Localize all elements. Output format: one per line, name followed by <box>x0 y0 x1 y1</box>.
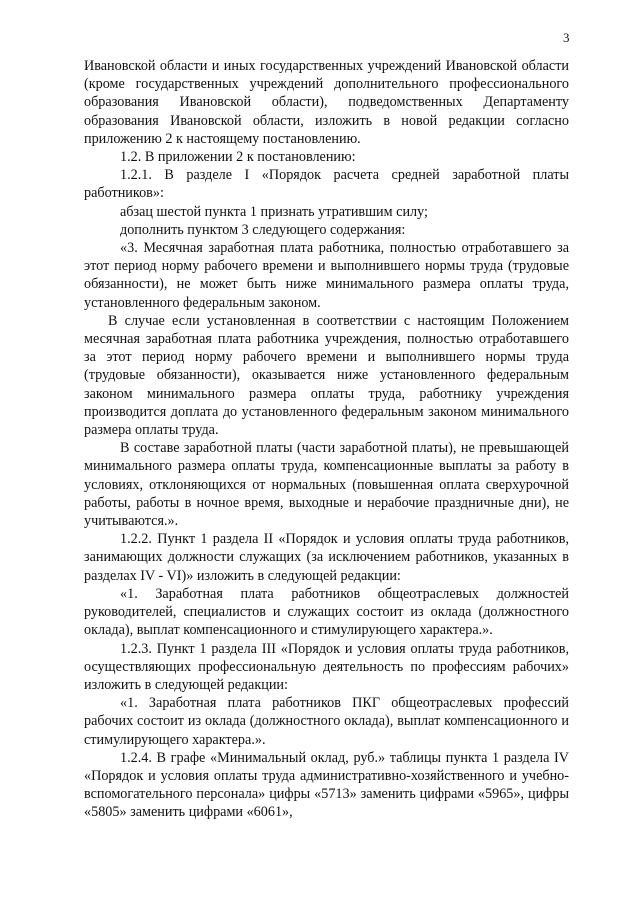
page-number: 3 <box>563 30 570 45</box>
paragraph: дополнить пунктом 3 следующего содержания: <box>120 221 406 238</box>
paragraph: абзац шестой пункта 1 признать утратившим силу; <box>120 203 428 220</box>
paragraph: 1.2.4. В графе «Минимальный оклад, руб.» таблицы пункта 1 раздела IV «Порядок и условия оплаты труда административно-хозяйственного и учебно-вспомогательного персонала» цифры «5713» заменить цифрами «5965», цифры «5805» заменить цифрами «6061», <box>84 749 569 821</box>
paragraph: 1.2. В приложении 2 к постановлению: <box>120 149 356 166</box>
paragraph: 1.2.2. Пункт 1 раздела II «Порядок и условия оплаты труда работников, занимающих должности служащих (за исключением работников, указанных в разделах IV - VI)» изложить в следующей редакции: <box>84 531 569 584</box>
paragraph: «1. Заработная плата работников ПКГ общеотраслевых профессий рабочих состоит из оклада (должностного оклада), выплат компенсационного и стимулирующего характера.». <box>84 695 569 748</box>
paragraph: «1. Заработная плата работников общеотраслевых должностей руководителей, специалистов и служащих состоит из оклада (должностного оклада), выплат компенсационного и стимулирующего характера.». <box>84 585 569 639</box>
document-body <box>84 57 569 822</box>
paragraph: В составе заработной платы (части заработной платы), не превышающей минимального размера оплаты труда, компенсационные выплаты за работу в условиях, отклоняющихся от нормальных (повышенная оплата сверхурочной работы, работы в ночное время, выходные и нерабочие праздничные дни), не учитываются.». <box>84 440 569 530</box>
paragraph: 1.2.3. Пункт 1 раздела III «Порядок и условия оплаты труда работников, осуществляющих профессиональную деятельность по профессиям рабочих» изложить в следующей редакции: <box>84 640 569 693</box>
paragraph: «3. Месячная заработная плата работника, полностью отработавшего за этот период норму рабочего времени и выполнившего нормы труда (трудовые обязанности), не может быть ниже минимального размера оплаты труда, установленного федеральным законом. <box>84 240 569 311</box>
paragraph: 1.2.1. В разделе I «Порядок расчета средней заработной платы работников»: <box>84 167 569 202</box>
paragraph: В случае если установленная в соответствии с настоящим Положением месячная заработная плата работника учреждения, полностью отработавшего за этот период норму рабочего времени и выполнившего нормы труда (трудовые обязанности), оказывается ниже установленного федеральным законом минимального размера оплаты труда, работнику учреждения производится доплата до установленного федеральным законом минимального размера оплаты труда. <box>84 312 569 439</box>
paragraph: Ивановской области и иных государственных учреждений Ивановской области (кроме государственных учреждений дополнительного профессионального образования Ивановской области), подведомственных Департаменту образования Ивановской области, изложить в новой редакции согласно приложению 2 к настоящему постановлению. <box>84 58 569 147</box>
